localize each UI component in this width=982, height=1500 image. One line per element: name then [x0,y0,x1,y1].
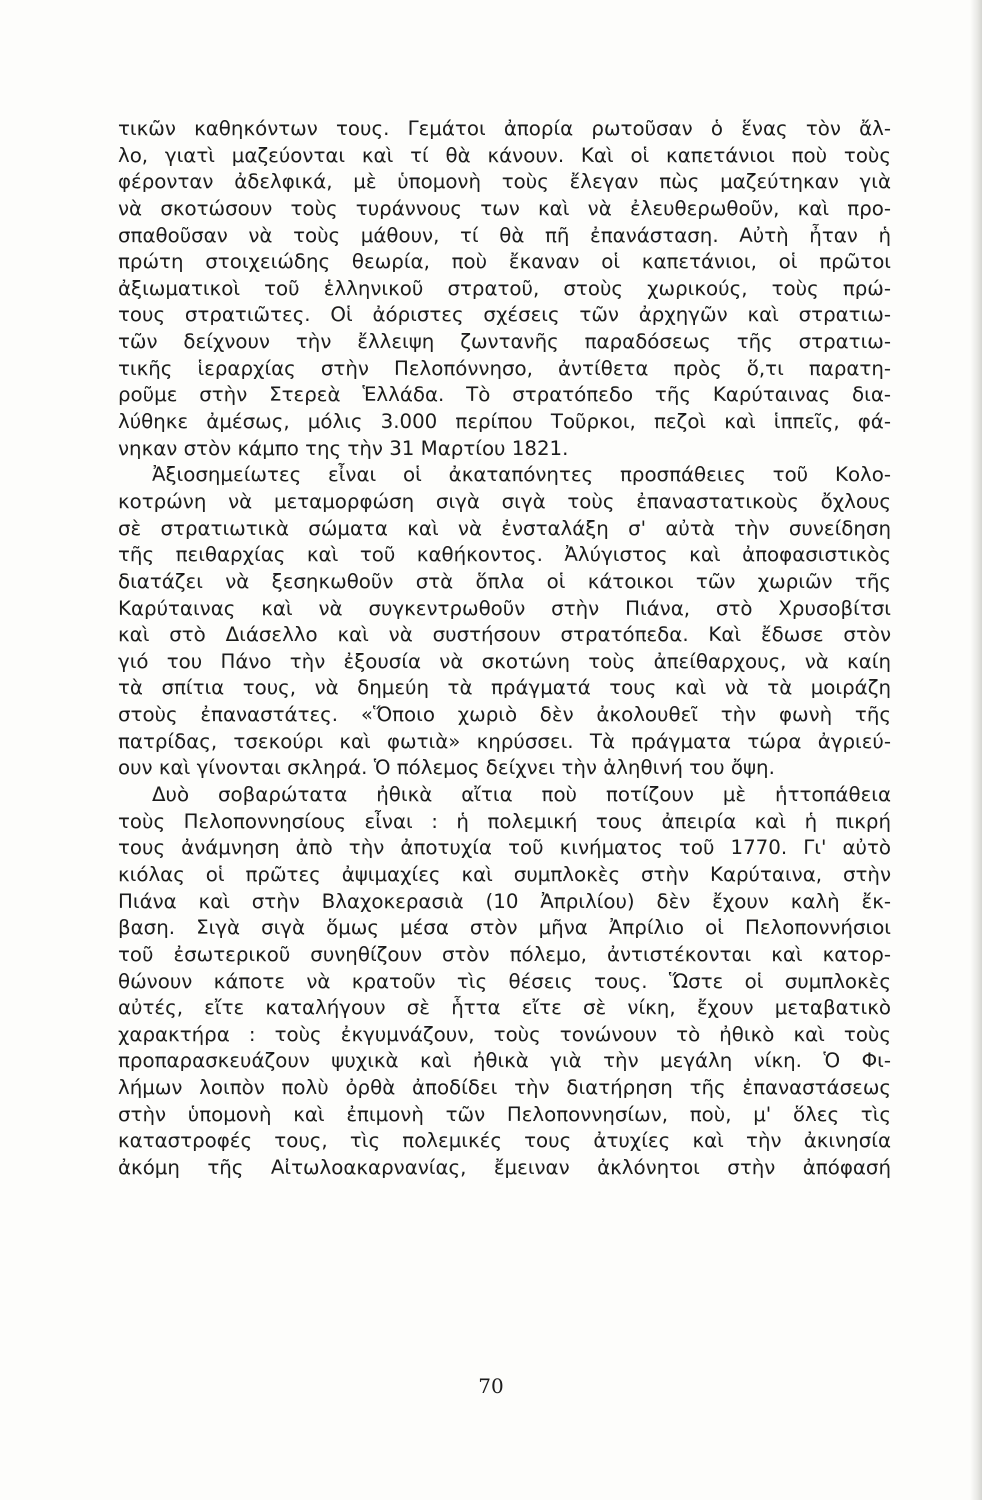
text-line: αὐτές, εἴτε καταλήγουν σὲ ἧττα εἴτε σὲ νίκη, ἔχουν μεταβατικὸ [118,996,891,1020]
text-line: λύθηκε ἀμέσως, μόλις 3.000 περίπου Τοῦρκοι, πεζοὶ καὶ ἱππεῖς, φά- [118,410,891,434]
text-line: Καρύταινας καὶ νὰ συγκεντρωθοῦν στὴν Πιάνα, στὸ Χρυσοβίτσι [118,596,891,620]
text-line: τῆς πειθαρχίας καὶ τοῦ καθήκοντος. Ἀλύγιστος καὶ ἀποφασιστικὸς [118,543,891,567]
text-line: θώνουν κάποτε νὰ κρατοῦν τὶς θέσεις τους. Ὥστε οἱ συμπλοκὲς [118,969,891,993]
text-line: λο, γιατὶ μαζεύονται καὶ τί θὰ κάνουν. Καὶ οἱ καπετάνιοι ποὺ τοὺς [118,143,891,167]
text-line: ουν καὶ γίνονται σκληρά. Ὁ πόλεμος δείχνει τὴν ἀληθινή του ὄψη. [118,756,775,780]
page-edge-shadow [970,0,982,1500]
text-line: λήμων λοιπὸν πολὺ ὀρθὰ ἀποδίδει τὴν διατήρηση τῆς ἐπαναστάσεως [118,1076,891,1100]
text-line: τὰ σπίτια τους, νὰ δημεύη τὰ πράγματά τους καὶ νὰ τὰ μοιράζη [118,676,891,700]
text-line: καὶ στὸ Διάσελλο καὶ νὰ συστήσουν στρατόπεδα. Καὶ ἔδωσε στὸν [118,623,891,647]
page-number: 70 [478,1374,504,1398]
body-text [118,116,891,1182]
text-line: προπαρασκευάζουν ψυχικὰ καὶ ἠθικὰ γιὰ τὴν μεγάλη νίκη. Ὁ Φι- [118,1049,891,1073]
text-line: νὰ σκοτώσουν τοὺς τυράννους των καὶ νὰ ἐλευθερωθοῦν, καὶ προ- [118,196,891,220]
text-line: ἀκόμη τῆς Αἰτωλοακαρνανίας, ἔμειναν ἀκλόνητοι στὴν ἀπόφασή [118,1155,891,1179]
text-line: τους ἀνάμνηση ἀπὸ τὴν ἀποτυχία τοῦ κινήματος τοῦ 1770. Γι' αὐτὸ [118,836,891,860]
text-line: χαρακτήρα : τοὺς ἐκγυμνάζουν, τοὺς τονώνουν τὸ ἠθικὸ καὶ τοὺς [118,1022,891,1046]
text-line: πατρίδας, τσεκούρι καὶ φωτιὰ» κηρύσσει. Τὰ πράγματα τώρα ἀγριεύ- [118,729,891,753]
text-line: νηκαν στὸν κάμπο της τὴν 31 Μαρτίου 1821. [118,436,569,460]
text-line: τοῦ ἐσωτερικοῦ συνηθίζουν στὸν πόλεμο, ἀντιστέκονται καὶ κατορ- [118,942,891,966]
text-line: κοτρώνη νὰ μεταμορφώση σιγὰ σιγὰ τοὺς ἐπαναστατικοὺς ὄχλους [118,489,891,513]
text-line: στὴν ὑπομονὴ καὶ ἐπιμονὴ τῶν Πελοποννησίων, ποὺ, μ' ὅλες τὶς [118,1102,891,1126]
text-line: τικῶν καθηκόντων τους. Γεμάτοι ἀπορία ρωτοῦσαν ὁ ἕνας τὸν ἄλ- [118,117,891,140]
text-line: Δυὸ σοβαρώτατα ἠθικὰ αἴτια ποὺ ποτίζουν μὲ ἡττοπάθεια [152,783,891,807]
text-line: καταστροφές τους, τὶς πολεμικές τους ἀτυχίες καὶ τὴν ἀκινησία [118,1129,891,1153]
text-line: τῶν δείχνουν τὴν ἔλλειψη ζωντανῆς παραδόσεως τῆς στρατιω- [118,330,891,354]
text-line: γιό του Πάνο τὴν ἐξουσία νὰ σκοτώνη τοὺς ἀπείθαρχους, νὰ καίη [118,649,891,673]
text-line: τοὺς Πελοποννησίους εἶναι : ἡ πολεμική τους ἀπειρία καὶ ἡ πικρή [118,809,891,833]
text-line: τικῆς ἱεραρχίας στὴν Πελοπόννησο, ἀντίθετα πρὸς ὅ,τι παρατη- [118,356,891,380]
text-line: βαση. Σιγὰ σιγὰ ὅμως μέσα στὸν μῆνα Ἀπρίλιο οἱ Πελοποννήσιοι [118,916,891,940]
text-line: ροῦμε στὴν Στερεὰ Ἑλλάδα. Τὸ στρατόπεδο τῆς Καρύταινας δια- [118,383,891,407]
text-line: φέρονταν ἀδελφικά, μὲ ὑπομονὴ τοὺς ἔλεγαν πὼς μαζεύτηκαν γιὰ [118,170,891,194]
text-line: σπαθοῦσαν νὰ τοὺς μάθουν, τί θὰ πῆ ἐπανάσταση. Αὐτὴ ἦταν ἡ [118,223,891,247]
text-line: στοὺς ἐπαναστάτες. «Ὅποιο χωριὸ δὲν ἀκολουθεῖ τὴν φωνὴ τῆς [118,703,891,727]
text-line: Ἀξιοσημείωτες εἶναι οἱ ἀκαταπόνητες προσπάθειες τοῦ Κολο- [152,463,891,487]
text-line: σὲ στρατιωτικὰ σώματα καὶ νὰ ἐνσταλάξη σ' αὐτὰ τὴν συνείδηση [118,516,891,540]
text-line: κιόλας οἱ πρῶτες ἀψιμαχίες καὶ συμπλοκὲς στὴν Καρύταινα, στὴν [118,862,891,886]
text-line: Πιάνα καὶ στὴν Βλαχοκερασιὰ (10 Ἀπριλίου) δὲν ἔχουν καλὴ ἔκ- [118,889,891,913]
text-line: τους στρατιῶτες. Οἱ ἀόριστες σχέσεις τῶν ἀρχηγῶν καὶ στρατιω- [118,303,891,327]
text-line: πρώτη στοιχειώδης θεωρία, ποὺ ἔκαναν οἱ καπετάνιοι, οἱ πρῶτοι [118,250,891,274]
text-line: ἀξιωματικοὶ τοῦ ἑλληνικοῦ στρατοῦ, στοὺς χωρικούς, τοὺς πρώ- [118,276,891,300]
text-line: διατάζει νὰ ξεσηκωθοῦν στὰ ὅπλα οἱ κάτοικοι τῶν χωριῶν τῆς [118,569,891,593]
